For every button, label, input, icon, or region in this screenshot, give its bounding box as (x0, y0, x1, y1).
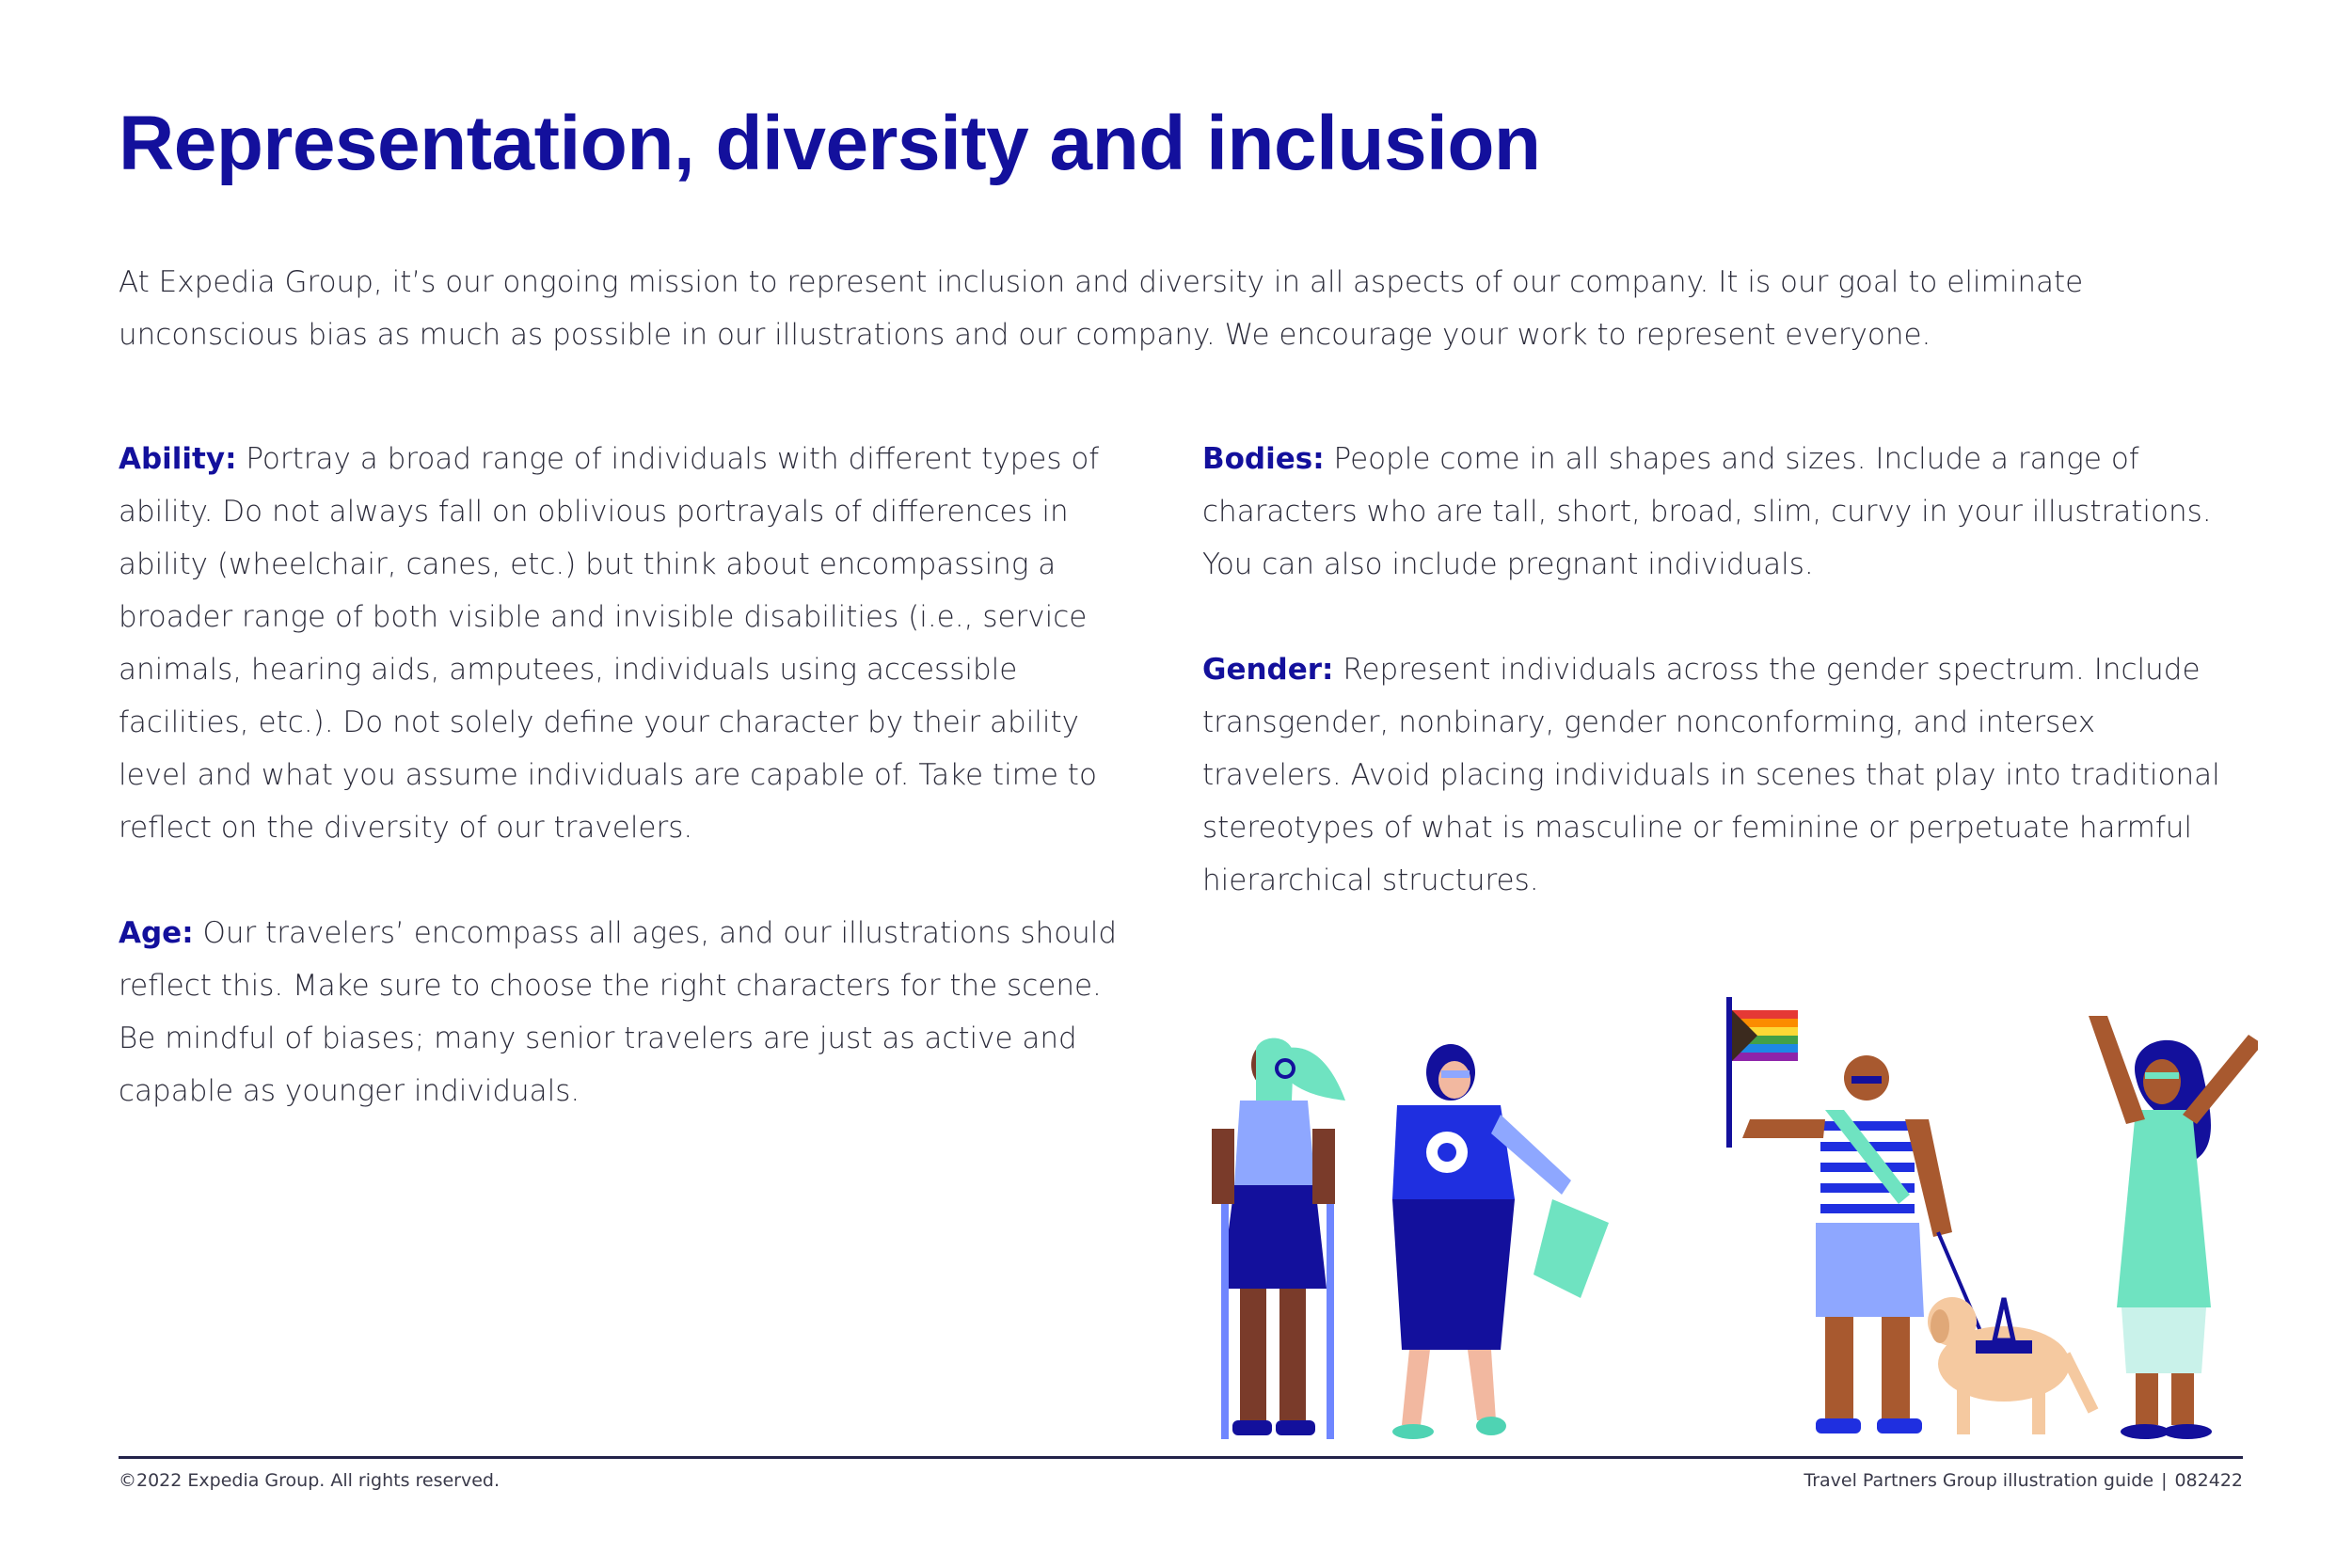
footer-separator: | (2161, 1470, 2168, 1491)
right-column (1202, 433, 2228, 959)
person-with-tote-bag-icon (1392, 1044, 1609, 1439)
person-celebrating-icon (2089, 1016, 2258, 1439)
footer-copyright: ©2022 Expedia Group. All rights reserved. (119, 1470, 501, 1491)
guide-dog-icon (1928, 1297, 2093, 1434)
gender-label: Gender: (1202, 653, 1334, 687)
gender-text: Represent individuals across the gender spectrum. Include transgender, nonbinary, gender nonconforming, and intersex travelers. Avoid placing individuals in scenes that play into traditional stereotypes of what is masculine or feminine or perpetuate harmful hierarchical structures. (1202, 653, 2220, 897)
footer-guide-info (1804, 1470, 2243, 1491)
gender-section (1202, 643, 2228, 907)
page-title: Representation, diversity and inclusion (119, 101, 1541, 186)
age-section (119, 907, 1144, 1117)
ability-text: Portray a broad range of individuals with different types of ability. Do not always fall on oblivious portrayals of differences in ability (wheelchair, canes, etc.) but think about encompassing a broader range of both visible and invisible disabilities (i.e., service animals, hearing aids, amputees, individuals using accessible facilities, etc.). Do not solely define your character by their ability level and what you assume individuals are capable of. Take time to reflect on the diversity of our travelers. (119, 442, 1100, 845)
footer-divider (119, 1456, 2243, 1459)
bodies-section (1202, 433, 2228, 591)
age-text: Our travelers’ encompass all ages, and our illustrations should reflect this. Make sure to choose the right characters for the scene. Be mindful of biases; many senior travelers are just as active and capable as younger individuals. (119, 916, 1118, 1108)
footer-doc-code: 082422 (2174, 1470, 2243, 1491)
bodies-text: People come in all shapes and sizes. Include a range of characters who are tall, short, broad, slim, curvy in your illustrations. (1202, 442, 2212, 529)
bodies-extra-text: You can also include pregnant individuals. (1202, 547, 1814, 581)
bodies-label: Bodies: (1202, 442, 1325, 476)
age-label: Age: (119, 916, 194, 950)
diverse-travelers-illustration (1167, 997, 2258, 1449)
left-column (119, 433, 1144, 1170)
ability-section (119, 433, 1144, 854)
footer-guide-title: Travel Partners Group illustration guide (1804, 1470, 2154, 1491)
ability-label: Ability: (119, 442, 237, 476)
intro-paragraph: At Expedia Group, it’s our ongoing mission to represent inclusion and diversity in all aspects of our company. It is our goal to eliminate unconscious bias as much as possible in our illustrations and our company. We encourage your work to represent everyone. (119, 265, 2084, 352)
person-with-canes-icon (1212, 1038, 1345, 1439)
